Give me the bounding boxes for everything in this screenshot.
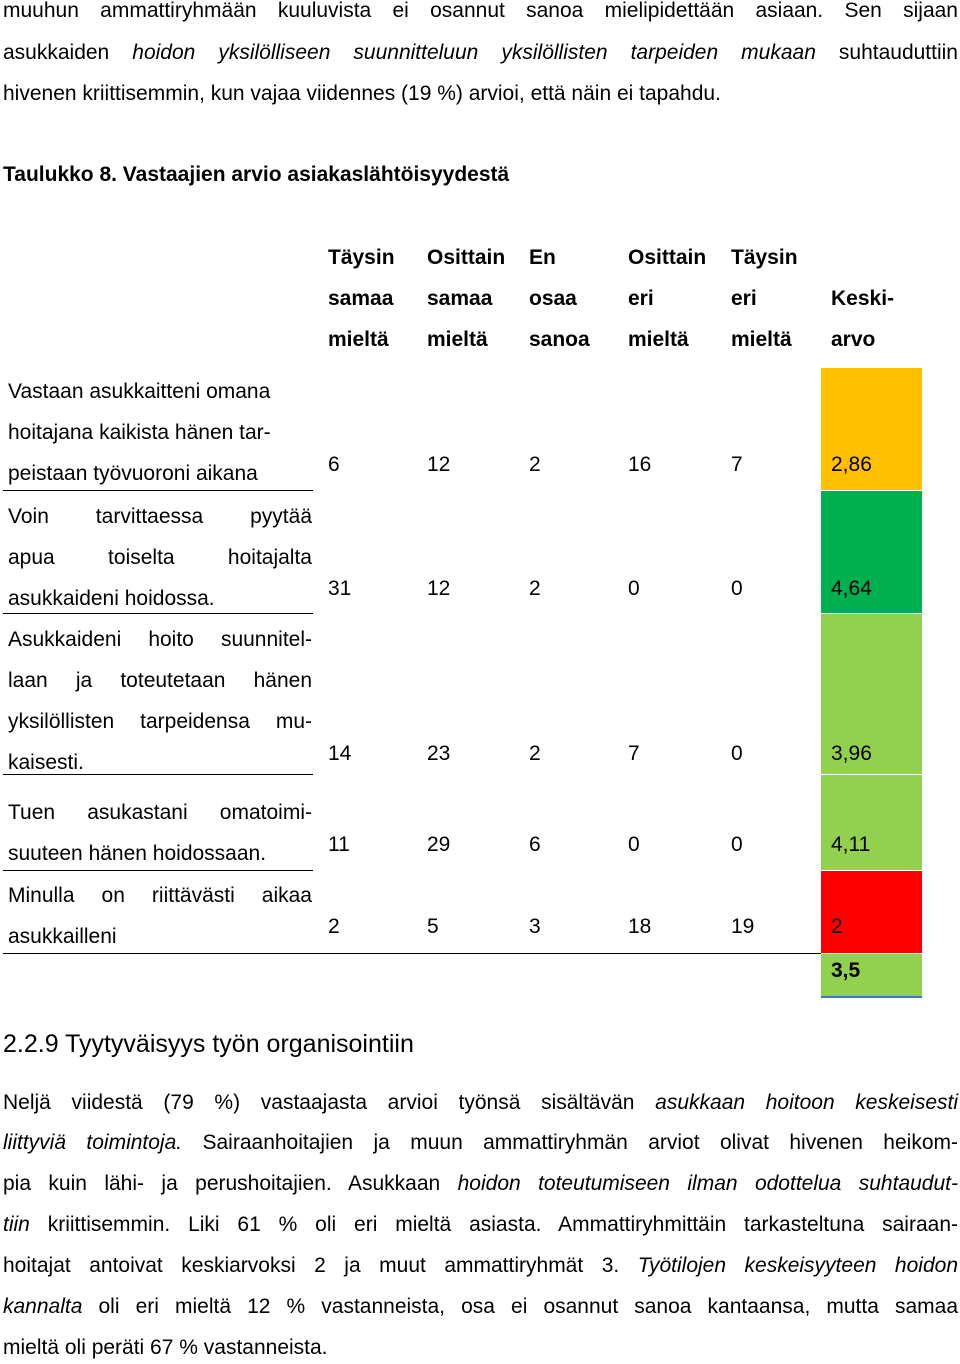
row-2-value-2: 12 — [427, 577, 451, 600]
body-line-7: mieltä oli peräti 67 % vastanneista. — [3, 1336, 328, 1359]
intro-line-3: hivenen kriittisemmin, kun vajaa viidennes (19 %) arvioi, että näin ei tapahdu. — [3, 82, 721, 105]
overall-underline — [821, 996, 922, 998]
row-2-value-3: 2 — [529, 577, 541, 600]
overall-mean: 3,5 — [831, 959, 861, 982]
row-1-value-4: 16 — [628, 453, 652, 476]
body-line-5: hoitajat antoivat keskiarvoksi 2 ja muut ammattiryhmät 3. Työtilojen keskeisyyteen hoidon — [3, 1254, 958, 1277]
row-3-value-5: 0 — [731, 742, 743, 765]
body-line-6: kannalta oli eri mieltä 12 % vastanneista, osa ei osannut sanoa kantaansa, mutta samaa — [3, 1295, 958, 1318]
row-5-value-2: 5 — [427, 915, 439, 938]
header-fully-disagree: Täysin eri mieltä — [731, 246, 798, 351]
row-1-label: Vastaan asukkaitteni omana hoitajana kaikista hänen tar- peistaan työvuoroni aikana — [8, 380, 271, 485]
row-2-mean: 4,64 — [831, 577, 872, 600]
row-2-value-4: 0 — [628, 577, 640, 600]
table-caption: Taulukko 8. Vastaajien arvio asiakaslähtöisyydestä — [3, 163, 510, 186]
row-3-label: Asukkaideni hoito suunnitel- laan ja toteutetaan hänen yksilöllisten tarpeidensa mu- kaisesti. — [8, 628, 312, 774]
header-dont-know: En osaa sanoa — [529, 246, 590, 351]
row-1-value-1: 6 — [328, 453, 340, 476]
row-3-mean: 3,96 — [831, 742, 872, 765]
intro-line-1: muuhun ammattiryhmään kuuluvista ei osannut sanoa mielipidettään asiaan. Sen sijaan — [3, 0, 958, 22]
intro-line-2: asukkaiden hoidon yksilölliseen suunnitteluun yksilöllisten tarpeiden mukaan suhtauduttiin — [3, 41, 958, 64]
row-3-value-1: 14 — [328, 742, 352, 765]
row-4-value-4: 0 — [628, 833, 640, 856]
row-divider — [3, 953, 821, 954]
row-5-value-1: 2 — [328, 915, 340, 938]
row-4-value-5: 0 — [731, 833, 743, 856]
row-1-value-2: 12 — [427, 453, 451, 476]
row-4-value-1: 11 — [328, 833, 350, 856]
row-5-label: Minulla on riittävästi aikaa asukkailleni — [8, 884, 312, 948]
body-line-3: pia kuin lähi- ja perushoitajien. Asukkaan hoidon toteutumiseen ilman odottelua suhtaudut- — [3, 1172, 958, 1195]
row-1-mean: 2,86 — [831, 453, 872, 476]
row-4-value-3: 6 — [529, 833, 541, 856]
row-divider — [3, 613, 313, 614]
body-line-1: Neljä viidestä (79 %) vastaajasta arvioi työnsä sisältävän asukkaan hoitoon keskeisesti — [3, 1091, 959, 1114]
row-1-value-3: 2 — [529, 453, 541, 476]
body-line-4: tiin kriittisemmin. Liki 61 % oli eri mieltä asiasta. Ammattiryhmittäin tarkasteltuna sairaan- — [3, 1213, 958, 1236]
row-divider — [3, 870, 313, 871]
header-fully-agree: Täysin samaa mieltä — [328, 246, 395, 351]
row-5-value-3: 3 — [529, 915, 541, 938]
row-4-mean: 4,11 — [831, 833, 871, 856]
row-2-value-5: 0 — [731, 577, 743, 600]
row-4-value-2: 29 — [427, 833, 451, 856]
row-2-label: Voin tarvittaessa pyytää apua toiselta hoitajalta asukkaideni hoidossa. — [8, 505, 312, 610]
row-3-value-4: 7 — [628, 742, 640, 765]
row-5-mean: 2 — [831, 915, 843, 938]
section-heading: 2.2.9 Tyytyväisyys työn organisointiin — [3, 1030, 414, 1058]
row-3-value-3: 2 — [529, 742, 541, 765]
row-4-label: Tuen asukastani omatoimi- suuteen hänen hoidossaan. — [8, 801, 312, 865]
header-mean: Keski- arvo — [831, 287, 895, 351]
row-3-value-2: 23 — [427, 742, 451, 765]
header-partly-disagree: Osittain eri mieltä — [628, 246, 707, 351]
row-1-value-5: 7 — [731, 453, 743, 476]
body-line-2: liittyviä toimintoja. Sairaanhoitajien ja muun ammattiryhmän arviot olivat hivenen heikom- — [3, 1131, 958, 1154]
row-5-value-5: 19 — [731, 915, 755, 938]
row-divider — [3, 490, 313, 491]
row-2-value-1: 31 — [328, 577, 352, 600]
header-partly-agree: Osittain samaa mieltä — [427, 246, 506, 351]
row-divider — [3, 774, 313, 775]
mean-bg-row-5 — [821, 871, 922, 953]
row-5-value-4: 18 — [628, 915, 652, 938]
